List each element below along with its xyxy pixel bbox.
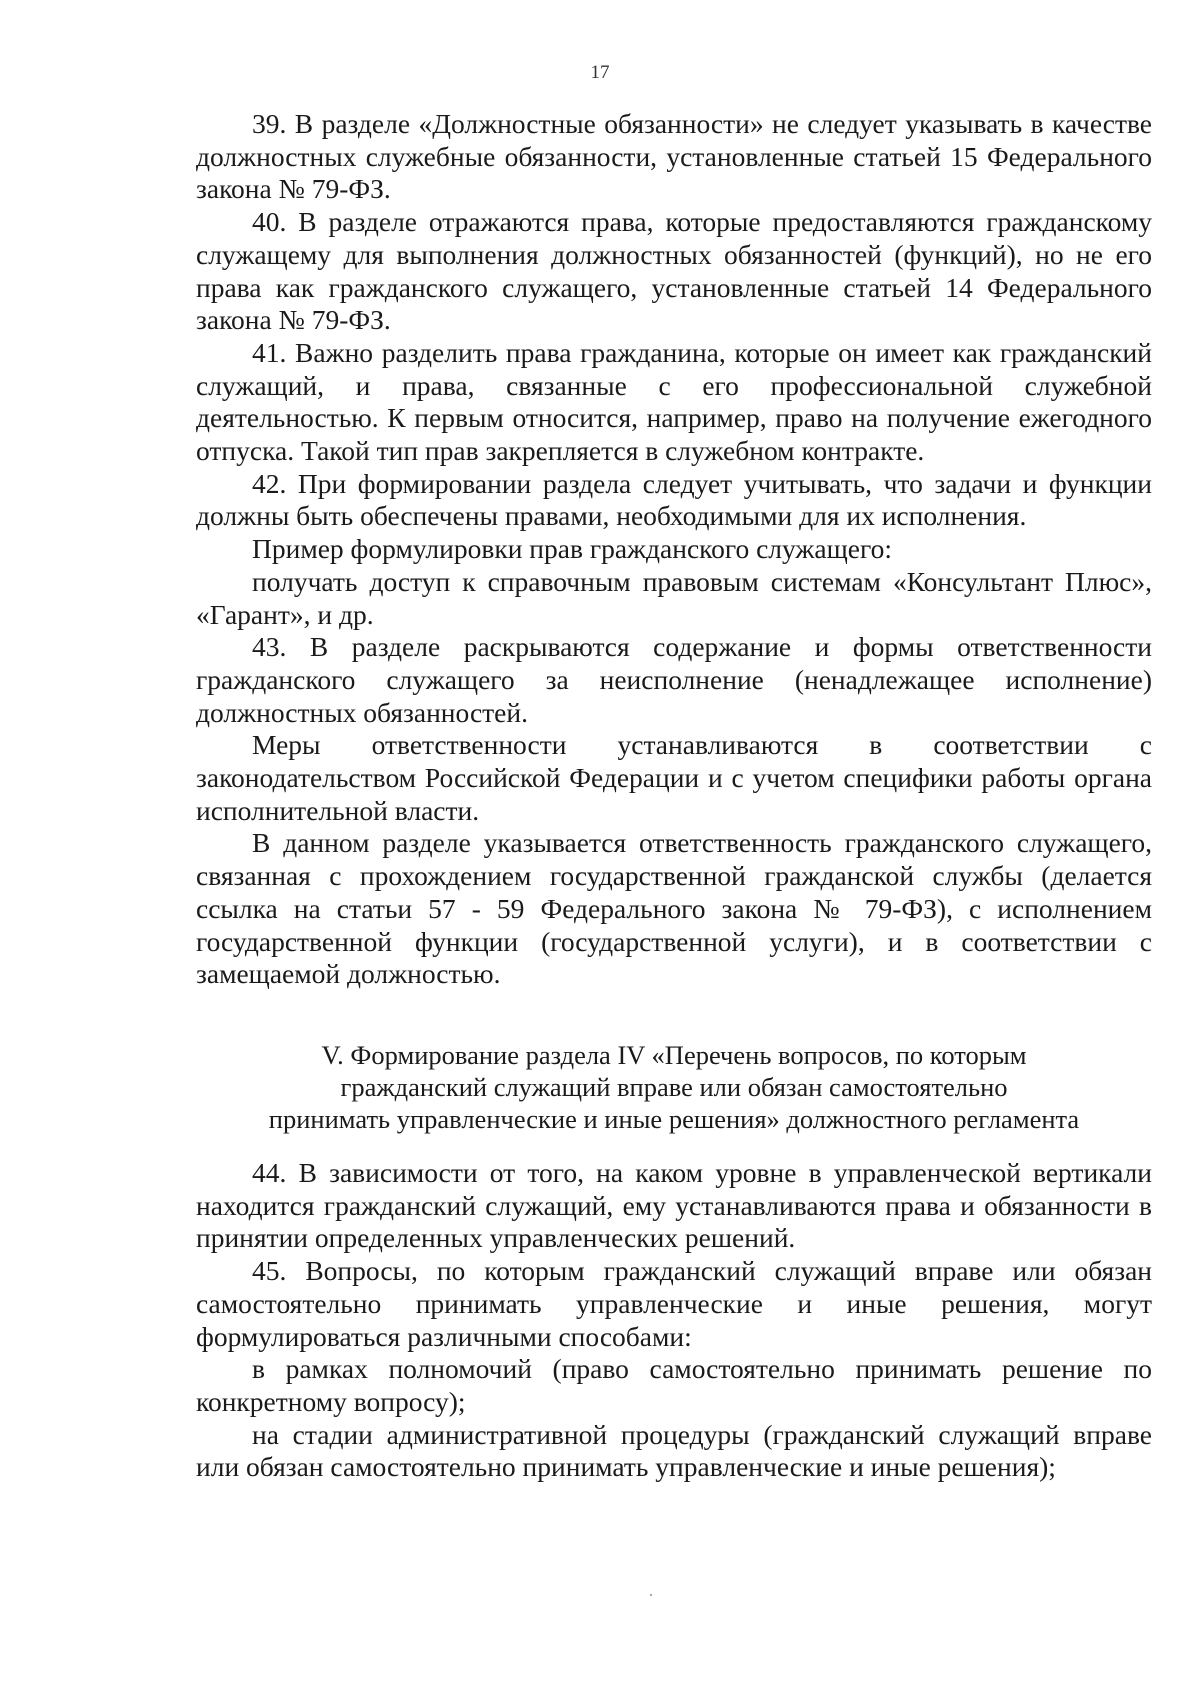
responsibility-scope-paragraph: В данном разделе указывается ответственность гражданского служащего, связанная с прохождением государственной гражданской службы (делается ссылка на статьи 57 - 59 Федерального закона № 79-ФЗ), с исполнением государственной функции (государственной услуги), и в соответствии с замещаемой должностью. [196, 827, 1152, 990]
section-heading-line-1: V. Формирование раздела IV «Перечень вопросов, по которым [321, 1039, 1027, 1070]
section-heading [196, 1039, 1152, 1135]
scan-speck [650, 1594, 652, 1596]
paragraph-42: 42. При формировании раздела следует учитывать, что задачи и функции должны быть обеспечены правами, необходимыми для их исполнения. [196, 467, 1152, 532]
section-heading-line-3: принимать управленческие и иные решения» должностного регламента [268, 1103, 1080, 1134]
document-body [196, 108, 1152, 1484]
page-number: 17 [590, 62, 610, 83]
paragraph-44: 44. В зависимости от того, на каком уровне в управленческой вертикали находится гражданский служащий, ему устанавливаются права и обязанности в принятии определенных управленческих решений. [196, 1156, 1152, 1254]
responsibility-measures-paragraph: Меры ответственности устанавливаются в соответствии с законодательством Российской Федерации и с учетом специфики работы органа исполнительной власти. [196, 729, 1152, 826]
paragraph-43: 43. В разделе раскрываются содержание и формы ответственности гражданского служащего за неисполнение (ненадлежащее исполнение) должностных обязанностей. [196, 631, 1152, 728]
paragraph-45: 45. Вопросы, по которым гражданский служащий вправе или обязан самостоятельно принимать управленческие и иные решения, могут формулироваться различными способами: [196, 1255, 1152, 1352]
method-within-powers: в рамках полномочий (право самостоятельно принимать решение по конкретному вопросу); [196, 1353, 1152, 1417]
rights-example-intro: Пример формулировки прав гражданского служащего: [252, 533, 892, 565]
rights-example-item: получать доступ к справочным правовым системам «Консультант Плюс», «Гарант», и др. [196, 565, 1152, 630]
paragraph-40: 40. В разделе отражаются права, которые предоставляются гражданскому служащему для выполнения должностных обязанностей (функций), но не его права как гражданского служащего, установленные статьей 14 Федерального закона № 79-ФЗ. [196, 206, 1152, 336]
paragraph-39: 39. В разделе «Должностные обязанности» не следует указывать в качестве должностных служебные обязанности, установленные статьей 15 Федерального закона № 79-ФЗ. [196, 108, 1152, 205]
paragraph-41: 41. Важно разделить права гражданина, которые он имеет как гражданский служащий, и права, связанные с его профессиональной служебной деятельностью. К первым относится, например, право на получение ежегодного отпуска. Такой тип прав закрепляется в служебном контракте. [196, 336, 1152, 467]
section-heading-line-2: гражданский служащий вправе или обязан самостоятельно [340, 1071, 1008, 1102]
method-administrative-procedure: на стадии административной процедуры (гражданский служащий вправе или обязан самостоятельно принимать управленческие и иные решения); [196, 1418, 1152, 1483]
